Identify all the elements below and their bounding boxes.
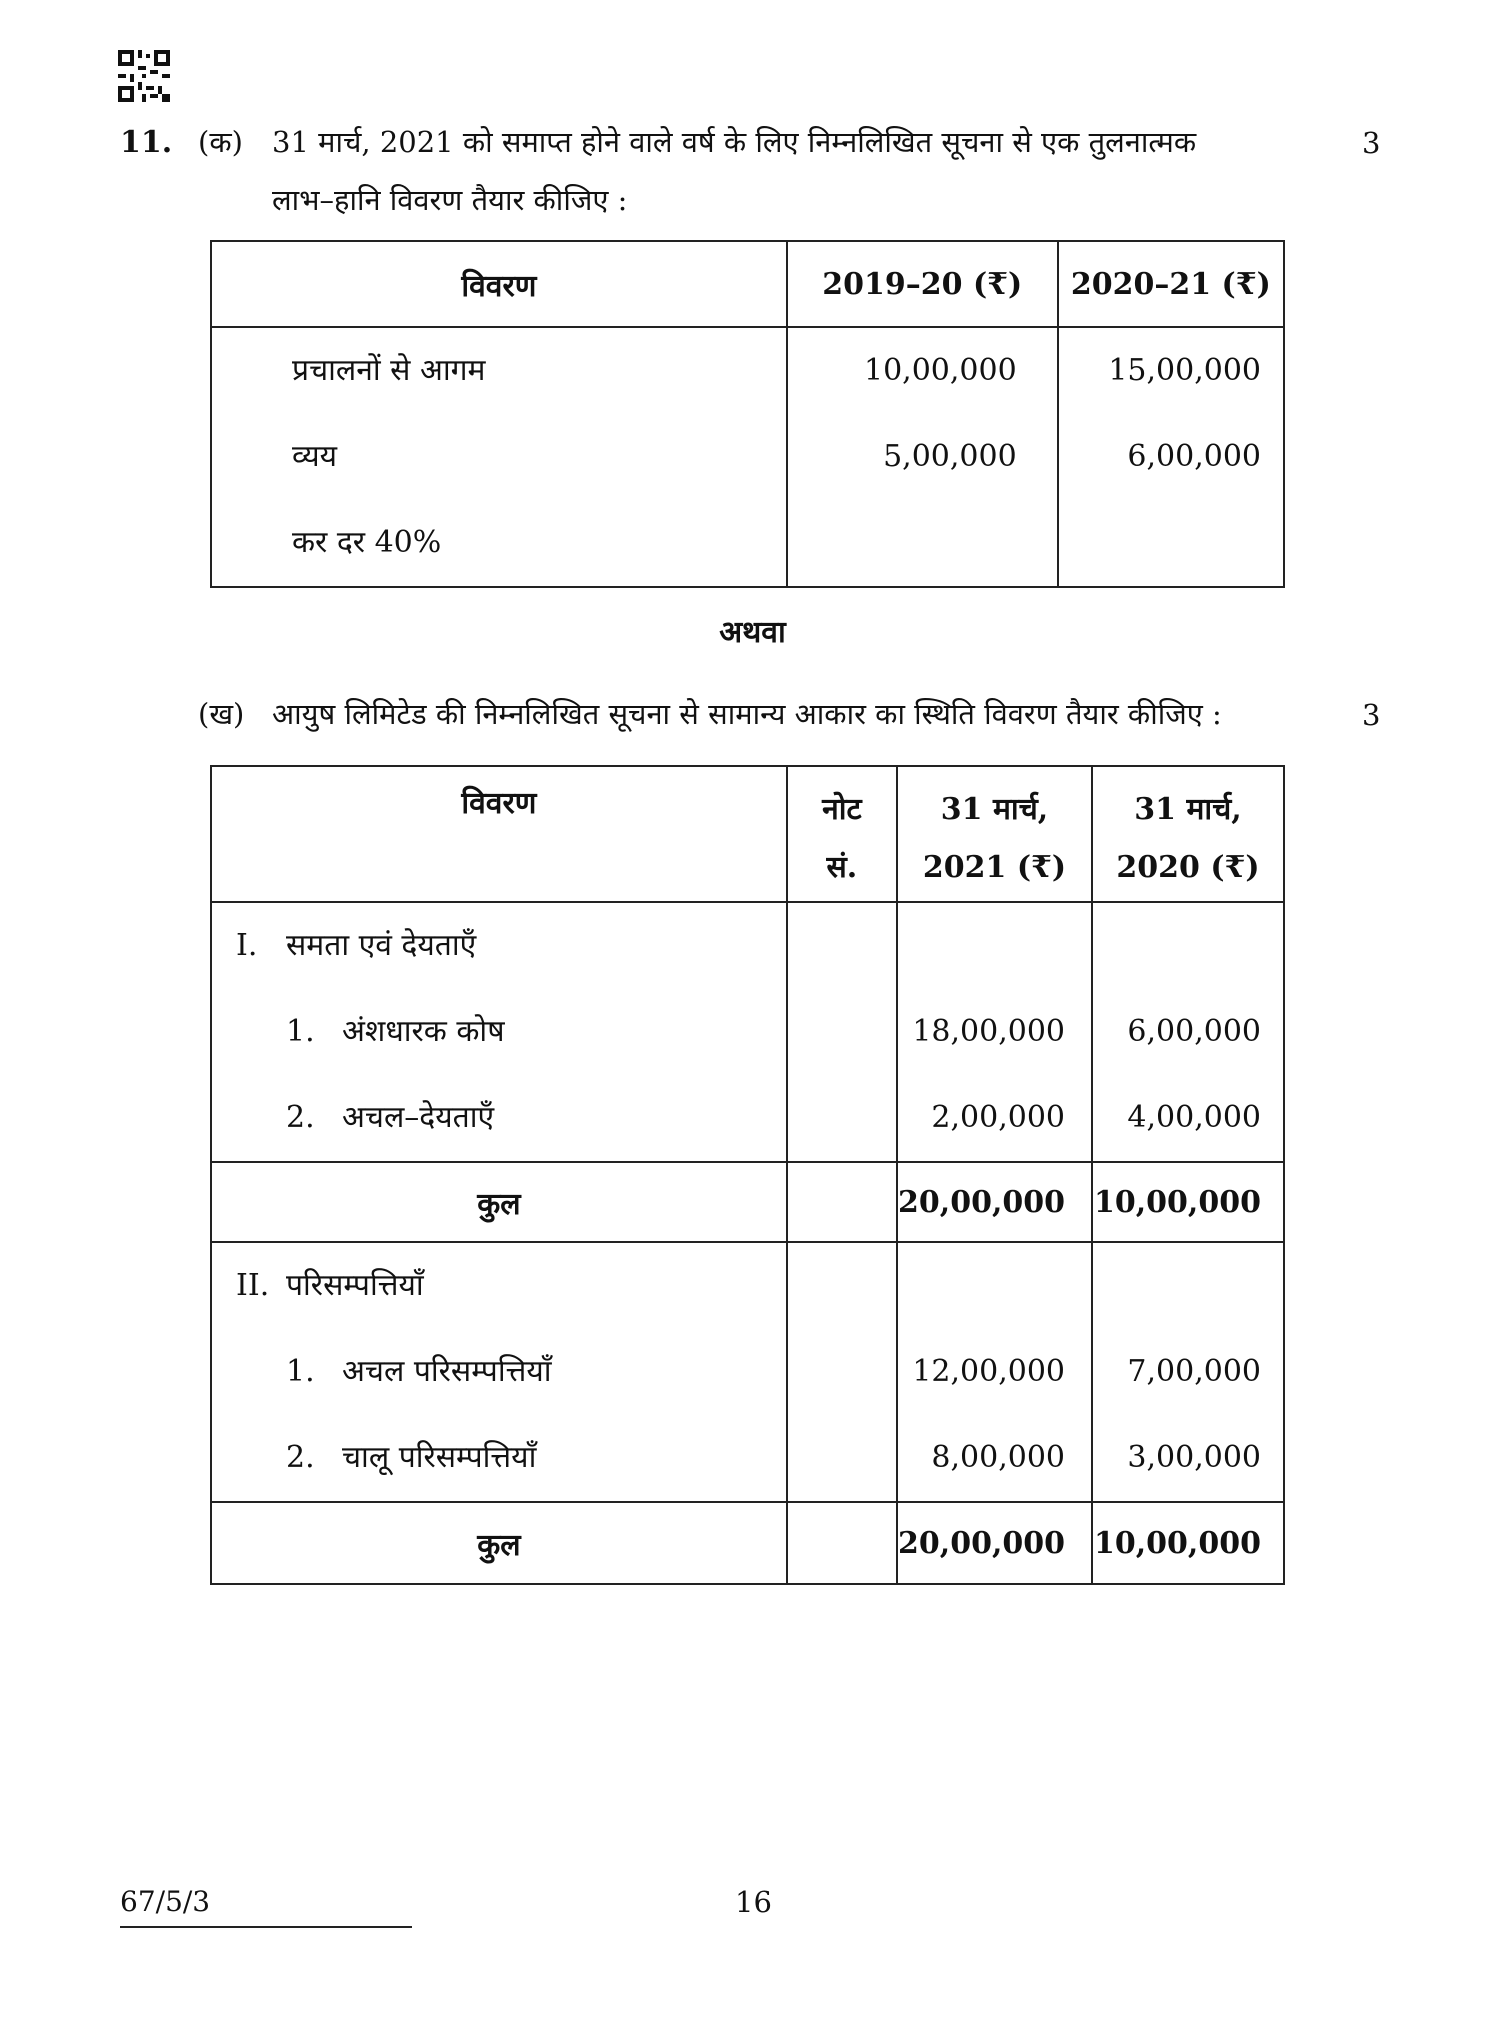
question-number: 11. [120, 125, 173, 160]
header-2019-20: 2019–20 (₹) [787, 241, 1058, 327]
section1-2021-cell [897, 902, 1092, 1162]
part-a-marks: 3 [1362, 126, 1381, 160]
or-separator: अथवा [719, 615, 786, 650]
table-header-row [211, 766, 1284, 902]
section1-total-2021: 20,00,000 [897, 1162, 1092, 1242]
part-b-text: आयुष लिमिटेड की निम्नलिखित सूचना से सामान्य आकार का स्थिति विवरण तैयार कीजिए : [272, 697, 1222, 731]
section2-total-2021: 20,00,000 [897, 1502, 1092, 1584]
section1-total-note [787, 1162, 897, 1242]
section1-item2-label: अचल–देयताएँ [342, 1100, 495, 1135]
section2-item1-num: 1. [286, 1354, 315, 1389]
header-note-no [787, 766, 897, 902]
header-note-line2: सं. [826, 850, 858, 885]
header-2021-line1: 31 मार्च, [940, 792, 1049, 827]
section1-heading [236, 903, 786, 989]
header-2020-line1: 31 मार्च, [1134, 792, 1242, 827]
header-particulars: विवरण [211, 241, 787, 327]
part-b-label: (ख) [198, 697, 245, 731]
section2-item1-2020: 7,00,000 [1127, 1354, 1261, 1389]
value-revenue-2020-21: 15,00,000 [1108, 353, 1261, 388]
section1-total-2020: 10,00,000 [1092, 1162, 1284, 1242]
section-assets [211, 1242, 1284, 1502]
section1-item1-label: अंशधारक कोष [342, 1014, 505, 1049]
values-2019-20-cell [787, 327, 1058, 587]
section1-item1-2020: 6,00,000 [1127, 1014, 1261, 1049]
section2-item1-label: अचल परिसम्पत्तियाँ [342, 1354, 552, 1389]
header-particulars: विवरण [211, 766, 787, 902]
section1-note-cell [787, 902, 897, 1162]
header-2021 [897, 766, 1092, 902]
section2-heading [236, 1243, 786, 1329]
part-a-label: (क) [198, 125, 243, 159]
section2-item2-2020: 3,00,000 [1127, 1440, 1261, 1475]
section1-item2-2021: 2,00,000 [931, 1100, 1066, 1135]
section2-2020-cell [1092, 1242, 1284, 1502]
section2-item1 [236, 1329, 786, 1415]
value-tax-2020-21 [1059, 500, 1261, 586]
section2-total-label: कुल [211, 1502, 787, 1584]
section1-particulars [211, 902, 787, 1162]
section1-item2-2020: 4,00,000 [1127, 1100, 1261, 1135]
row-label-tax-rate: कर दर 40% [292, 525, 442, 560]
section2-total-2020: 10,00,000 [1092, 1502, 1284, 1584]
section1-heading-num: I. [236, 928, 258, 963]
section1-item1-2021: 18,00,000 [912, 1014, 1066, 1049]
section2-item1-2021: 12,00,000 [912, 1354, 1066, 1389]
part-a-text-line2: लाभ–हानि विवरण तैयार कीजिए : [272, 183, 628, 217]
section2-item2-2021: 8,00,000 [931, 1440, 1066, 1475]
values-2020-21-cell [1058, 327, 1284, 587]
section2-2021-cell [897, 1242, 1092, 1502]
section1-item1-num: 1. [286, 1014, 315, 1049]
section1-total-row [211, 1162, 1284, 1242]
row-label-expenses: व्यय [292, 439, 338, 474]
comparative-pl-table [210, 240, 1285, 588]
paper-code: 67/5/3 [120, 1885, 211, 1918]
header-2020-21: 2020–21 (₹) [1058, 241, 1284, 327]
value-revenue-2019-20: 10,00,000 [864, 353, 1017, 388]
header-2020-line2: 2020 (₹) [1116, 850, 1260, 885]
header-2021-line2: 2021 (₹) [922, 850, 1067, 885]
common-size-balance-sheet-table [210, 765, 1285, 1585]
table-body-row [211, 327, 1284, 587]
section2-heading-text: परिसम्पत्तियाँ [286, 1268, 424, 1303]
particulars-cell [211, 327, 787, 587]
value-expenses-2020-21: 6,00,000 [1127, 439, 1261, 474]
row-label-revenue: प्रचालनों से आगम [292, 353, 486, 388]
section2-heading-num: II. [236, 1268, 270, 1303]
qr-code [118, 50, 170, 102]
section2-particulars [211, 1242, 787, 1502]
part-a-text-line1: 31 मार्च, 2021 को समाप्त होने वाले वर्ष के लिए निम्नलिखित सूचना से एक तुलनात्मक [272, 125, 1197, 159]
table-header-row [211, 241, 1284, 327]
part-b-marks: 3 [1362, 698, 1381, 732]
page-number: 16 [735, 1885, 772, 1919]
section1-total-label: कुल [211, 1162, 787, 1242]
section1-item1 [236, 989, 786, 1075]
value-expenses-2019-20: 5,00,000 [883, 439, 1017, 474]
section2-note-cell [787, 1242, 897, 1502]
section2-item2-num: 2. [286, 1440, 315, 1475]
section2-total-note [787, 1502, 897, 1584]
section2-item2 [236, 1415, 786, 1501]
header-note-line1: नोट [822, 792, 862, 827]
section2-item2-label: चालू परिसम्पत्तियाँ [342, 1440, 537, 1475]
section1-2020-cell [1092, 902, 1284, 1162]
section-equity-liabilities [211, 902, 1284, 1162]
value-tax-2019-20 [788, 500, 1017, 586]
section1-heading-text: समता एवं देयताएँ [286, 928, 477, 963]
section1-item2 [236, 1075, 786, 1161]
footer-rule [120, 1926, 412, 1928]
section2-total-row [211, 1502, 1284, 1584]
section1-item2-num: 2. [286, 1100, 315, 1135]
header-2020 [1092, 766, 1284, 902]
